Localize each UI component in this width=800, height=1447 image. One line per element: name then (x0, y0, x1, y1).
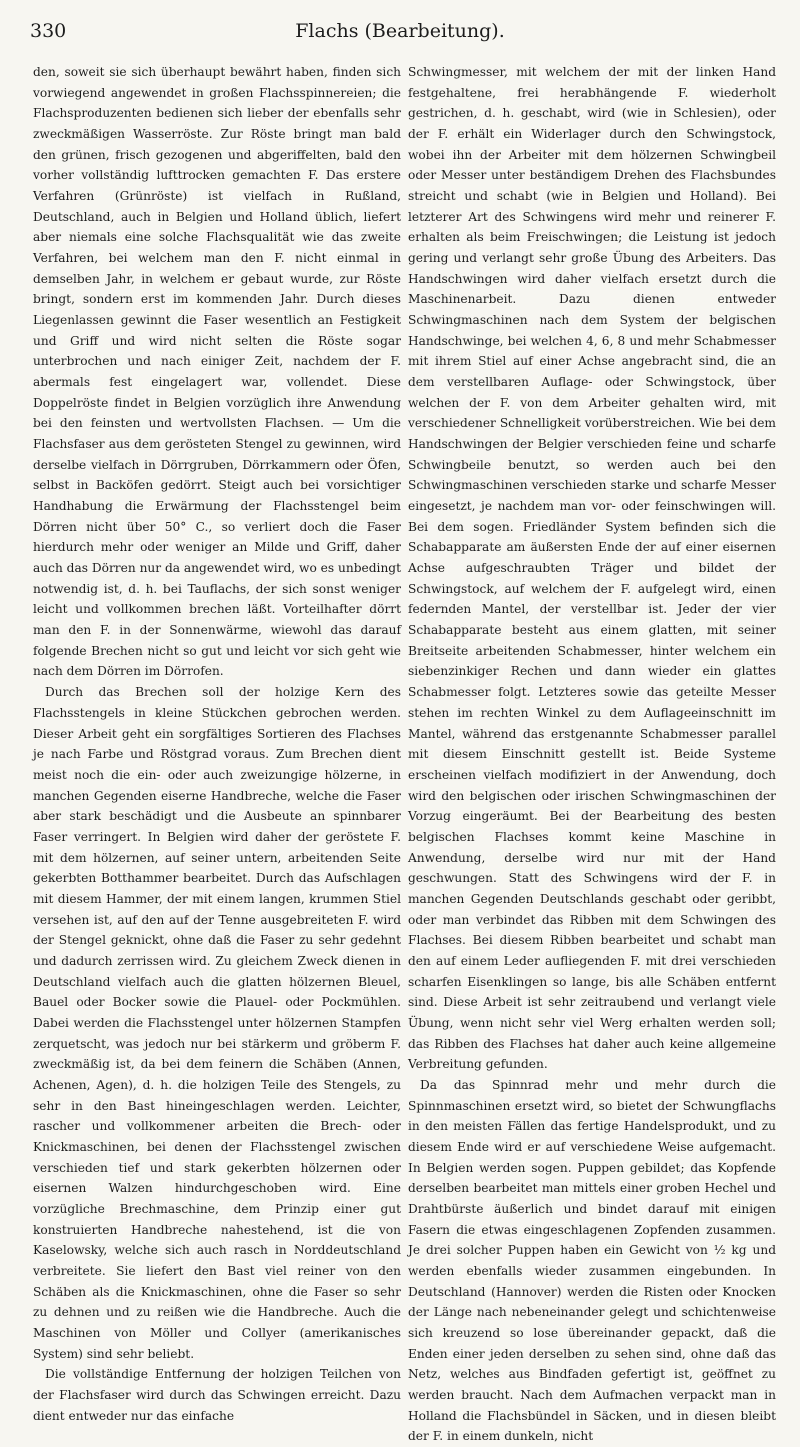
page-number: 330 (30, 20, 67, 42)
running-title: Flachs (Bearbeitung). (295, 20, 505, 42)
page-header (30, 20, 770, 50)
paragraph: Durch das Brechen soll der holzige Kern des Flachsstengels in kleine Stückchen gebrochen werden. Dieser Arbeit geht ein sorgfältiges Sortieren des Flachses je nach Farbe und Röstgrad voraus. Zum Brechen dient meist noch die ein- oder auch zweizungige hölzerne, in manchen Gegenden eiserne Handbreche, welche die Faser aber stark beschädigt und die Ausbeute an spinnbarer Faser verringert. In Belgien wird daher der geröstete F. mit dem hölzernen, auf seiner untern, arbeitenden Seite gekerbten Botthammer bearbeitet. Durch das Aufschlagen mit diesem Hammer, der mit einem langen, krummen Stiel versehen ist, auf den auf der Tenne ausgebreiteten F. wird der Stengel geknickt, ohne daß die Faser zu sehr gedehnt und dadurch zerrissen wird. Zu gleichem Zweck dienen in Deutschland vielfach auch die glatten hölzernen Bleuel, Bauel oder Bocker sowie die Plauel- oder Pockmühlen. Dabei werden die Flachsstengel unter hölzernen Stampfen zerquetscht, was jedoch nur bei stärkerm und gröberm F. zweckmäßig ist, da bei dem feinern die Schäben (Annen, Achenen, Agen), d. h. die holzigen Teile des Stengels, zu sehr in den Bast hineingeschlagen werden. Leichter, rascher und vollkommener arbeiten die Brech- oder Knickmaschinen, bei denen der Flachsstengel zwischen verschieden tief und stark gekerbten hölzernen oder eisernen Walzen hindurchgeschoben wird. Eine vorzügliche Brechmaschine, dem Prinzip einer gut konstruierten Handbreche nahestehend, ist die von Kaselowsky, welche sich auch rasch in Norddeutschland verbreitete. Sie liefert den Bast viel reiner von den Schäben als die Knickmaschinen, ohne die Faser so sehr zu dehnen und zu reißen wie die Handbreche. Auch die Maschinen von Möller und Collyer (amerikanisches System) sind sehr beliebt. (33, 685, 401, 1361)
paragraph: den, soweit sie sich überhaupt bewährt haben, finden sich vorwiegend angewendet in großen Flachsspinnereien; die Flachsproduzenten bedienen sich lieber der ebenfalls sehr zweckmäßigen Wasserröste. Zur Röste bringt man bald den grünen, frisch gezogenen und abgeriffelten, bald den vorher vollständig lufttrocken gemachten F. Das erstere Verfahren (Grünröste) ist vielfach in Rußland, Deutschland, auch in Belgien und Holland üblich, liefert aber niemals eine solche Flachsqualität wie das zweite Verfahren, bei welchem man den F. nicht einmal in demselben Jahr, in welchem er gebaut wurde, zur Röste bringt, sondern erst im kommenden Jahr. Durch dieses Liegenlassen gewinnt die Faser wesentlich an Festigkeit und Griff und wird nicht selten die Röste sogar unterbrochen und nach einiger Zeit, nachdem der F. abermals fest eingelagert war, vollendet. Diese Doppelröste findet in Belgien vorzüglich ihre Anwendung bei den feinsten und wertvollsten Flachsen. — Um die Flachsfaser aus dem gerösteten Stengel zu gewinnen, wird derselbe vielfach in Dörrgruben, Dörrkammern oder Öfen, selbst in Backöfen gedörrt. Steigt auch bei vorsichtiger Handhabung die Erwärmung der Flachsstengel beim Dörren nicht über 50° C., so verliert doch die Faser hierdurch mehr oder weniger an Milde und Griff, daher auch das Dörren nur da angewendet wird, wo es unbedingt notwendig ist, d. h. bei Tauflachs, der sich sonst weniger leicht und vollkommen brechen läßt. Vorteilhafter dörrt man den F. in der Sonnenwärme, wiewohl das darauf folgende Brechen nicht so gut und leicht vor sich geht wie nach dem Dörren im Dörrofen. (33, 65, 401, 679)
paragraph: Schwingmesser, mit welchem der mit der linken Hand festgehaltene, frei herabhängende F. wiederholt gestrichen, d. h. geschabt, wird (wie in Schlesien), oder der F. erhält ein Widerlager durch den Schwingstock, wobei ihn der Arbeiter mit dem hölzernen Schwingbeil oder Messer unter beständigem Drehen des Flachsbundes streicht und schabt (wie in Belgien und Holland). Bei letzterer Art des Schwingens wird mehr und reinerer F. erhalten als beim Freischwingen; die Leistung ist jedoch gering und verlangt sehr große Übung des Arbeiters. Das Handschwingen wird daher vielfach ersetzt durch die Maschinenarbeit. Dazu dienen entweder Schwingmaschinen nach dem System der belgischen Handschwinge, bei welchen 4, 6, 8 und mehr Schabmesser mit ihrem Stiel auf einer Achse angebracht sind, die an dem verstellbaren Auflage- oder Schwingstock, über welchen der F. von dem Arbeiter gehalten wird, mit verschiedener Schnelligkeit vorüberstreichen. Wie bei dem Handschwingen der Belgier verschieden feine und scharfe Schwingbeile benutzt, so werden auch bei den Schwingmaschinen verschieden starke und scharfe Messer eingesetzt, je nachdem man vor- oder feinschwingen will. Bei dem sogen. Friedländer System befinden sich die Schabapparate am äußersten Ende der auf einer eisernen Achse aufgeschraubten Träger und bildet der Schwingstock, auf welchem der F. aufgelegt wird, einen federnden Mantel, der verstellbar ist. Jeder der vier Schabapparate besteht aus einem glatten, mit seiner Breitseite arbeitenden Schabmesser, hinter welchem ein siebenzinkiger Rechen und dann wieder ein glattes Schabmesser folgt. Letzteres sowie das geteilte Messer stehen im rechten Winkel zu dem Auflageeinschnitt im Mantel, während das erstgenannte Schabmesser parallel mit diesem Einschnitt gestellt ist. Beide Systeme erscheinen vielfach modifiziert in der Anwendung, doch wird den belgischen oder irischen Schwingmaschinen der Vorzug eingeräumt. Bei der Bearbeitung des besten belgischen Flachses kommt keine Maschine in Anwendung, derselbe wird nur mit der Hand geschwungen. Statt des Schwingens wird der F. in manchen Gegenden Deutschlands geschabt oder geribbt, oder man verbindet das Ribben mit dem Schwingen des Flachses. Bei diesem Ribben bearbeitet und schabt man den auf einem Leder aufliegenden F. mit drei verschieden scharfen Eisenklingen so lange, bis alle Schäben entfernt sind. Diese Arbeit ist sehr zeitraubend und verlangt viele Übung, wenn nicht sehr viel Werg erhalten werden soll; das Ribben des Flachses hat daher auch keine allgemeine Verbreitung gefunden. (408, 65, 776, 1072)
left-column (33, 62, 401, 1423)
paragraph: Die vollständige Entfernung der holzigen Teilchen von der Flachsfaser wird durch das Schwingen erreicht. Dazu dient entweder nur das einfache (33, 1367, 401, 1423)
right-column (408, 62, 776, 1444)
paragraph: Da das Spinnrad mehr und mehr durch die Spinnmaschinen ersetzt wird, so bietet der Schwungflachs in den meisten Fällen das fertige Handelsprodukt, und zu diesem Ende wird er auf verschiedene Weise aufgemacht. In Belgien werden sogen. Puppen gebildet; das Kopfende derselben bearbeitet man mittels einer groben Hechel und Drahtbürste äußerlich und bindet darauf mit einigen Fasern die etwas eingeschlagenen Zopfenden zusammen. Je drei solcher Puppen haben ein Gewicht von ½ kg und werden ebenfalls wieder zusammen eingebunden. In Deutschland (Hannover) werden die Risten oder Knocken der Länge nach nebeneinander gelegt und schichtenweise sich kreuzend so lose übereinander gepackt, daß die Enden einer jeden derselben zu sehen sind, ohne daß das Netz, welches aus Bindfaden gefertigt ist, geöffnet zu werden braucht. Nach dem Aufmachen verpackt man in Holland die Flachsbündel in Säcken, und in diesen bleibt der F. in einem dunkeln, nicht (408, 1077, 776, 1444)
